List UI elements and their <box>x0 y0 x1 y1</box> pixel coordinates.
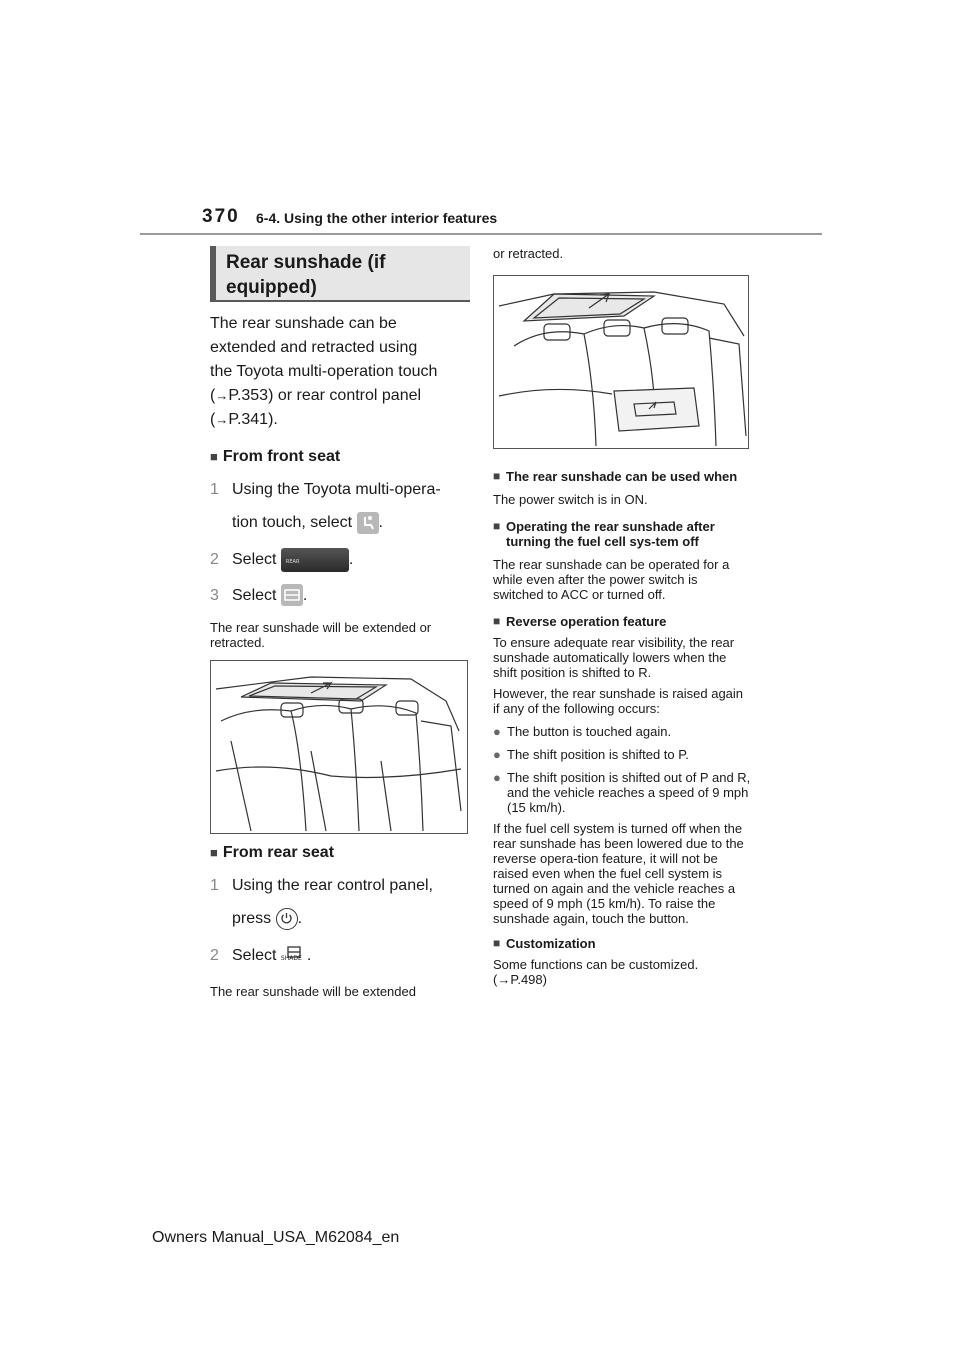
intro-paragraph <box>210 312 470 432</box>
step-text: Using the rear control panel, <box>232 877 433 894</box>
note-text: The rear sunshade will be extended <box>210 984 416 999</box>
bullet-icon: ● <box>493 747 501 762</box>
power-button-icon <box>276 908 298 930</box>
period: . <box>306 947 312 964</box>
seat-climate-icon <box>357 512 379 534</box>
rear-tab-icon: REAR <box>281 548 349 572</box>
xref-arrow-icon: → <box>215 388 229 403</box>
step-item <box>210 584 470 608</box>
page-number: 370 <box>202 206 240 227</box>
step-number: 2 <box>210 551 219 568</box>
period: . <box>348 551 354 568</box>
step-text: Select <box>232 587 277 604</box>
section-heading: Rear sunshade (if equipped) <box>226 252 386 298</box>
xref-arrow-icon: → <box>215 412 229 427</box>
square-bullet-icon: ■ <box>210 845 218 860</box>
step-item <box>210 944 470 970</box>
step-item <box>210 874 470 898</box>
intro-line <box>210 384 470 408</box>
paragraph: The rear sunshade can be operated for a while even after the power switch is switched to ACC or turned off. <box>493 557 730 602</box>
shade-button-icon: SHADE <box>281 944 307 970</box>
footer-text: Owners Manual_USA_M62084_en <box>152 1229 400 1246</box>
bullet-icon: ● <box>493 770 501 785</box>
square-bullet-icon: ■ <box>493 519 501 533</box>
subheading-text: From front seat <box>222 448 341 465</box>
list-item-text: The shift position is shifted to P. <box>507 747 689 762</box>
step-item <box>210 548 470 572</box>
step-continuation <box>210 510 470 536</box>
paragraph: To ensure adequate rear visibility, the rear sunshade automatically lowers when the shift position is shifted to R. <box>493 635 735 680</box>
square-bullet-icon: ■ <box>493 614 501 628</box>
step-text: Select <box>232 947 277 964</box>
intro-line: the Toyota multi-operation touch <box>210 363 438 380</box>
list-item-text: The button is touched again. <box>507 724 672 739</box>
list-item <box>493 770 751 815</box>
bullet-icon: ● <box>493 724 501 739</box>
subheading-after-off <box>493 519 751 549</box>
section-heading-box <box>210 246 470 302</box>
list-item <box>493 747 751 762</box>
note-text: The rear sunshade will be extended or retracted. <box>210 620 432 650</box>
paragraph: The power switch is in ON. <box>493 492 648 507</box>
xref-link[interactable]: P.353) or rear control panel <box>228 387 422 404</box>
subheading-text: From rear seat <box>222 844 335 861</box>
subheading-rear-seat <box>210 842 470 864</box>
intro-line <box>210 408 470 432</box>
step-text: tion touch, select <box>232 514 353 531</box>
subheading-customization <box>493 936 751 951</box>
list-item-text: The shift position is shifted out of P and R, and the vehicle reaches a speed of 9 mph (15 km/h). <box>507 770 751 815</box>
right-column <box>493 246 751 987</box>
xref-link[interactable]: P.341). <box>228 411 278 428</box>
step-continuation <box>210 906 470 932</box>
square-bullet-icon: ■ <box>493 936 501 950</box>
paragraph: However, the rear sunshade is raised again if any of the following occurs: <box>493 686 744 716</box>
period: . <box>378 514 383 531</box>
subheading-text: Customization <box>506 936 596 951</box>
step-number: 1 <box>210 481 219 498</box>
xref-arrow-icon: → <box>497 972 511 987</box>
xref-line <box>493 972 751 987</box>
xref-link[interactable]: P.498) <box>510 972 547 987</box>
subheading-reverse-operation <box>493 614 751 629</box>
subheading-usable-when <box>493 469 751 484</box>
list-item <box>493 724 751 739</box>
step-number: 1 <box>210 877 219 894</box>
intro-line: The rear sunshade can be <box>210 315 397 332</box>
paragraph: Some functions can be customized. <box>493 957 699 972</box>
subheading-text: The rear sunshade can be used when <box>506 469 738 484</box>
step-text: Select <box>232 551 277 568</box>
period: . <box>297 910 303 927</box>
step-number: 3 <box>210 587 219 604</box>
sunshade-icon <box>281 584 303 606</box>
sunshade-illustration-rear <box>493 275 749 449</box>
paragraph: If the fuel cell system is turned off when the rear sunshade has been lowered due to the reverse opera-tion feature, it will not be raised even when the fuel cell system is turned on again and the vehicle reaches a speed of 9 mph (15 km/h). To raise the sunshade again, touch the button. <box>493 821 744 926</box>
subheading-text: Operating the rear sunshade after turning the fuel cell sys-tem off <box>506 519 715 549</box>
square-bullet-icon: ■ <box>210 449 218 464</box>
period: . <box>302 587 308 604</box>
section-title: 6-4. Using the other interior features <box>256 210 498 226</box>
note-continuation: or retracted. <box>493 246 564 261</box>
step-number: 2 <box>210 947 219 964</box>
square-bullet-icon: ■ <box>493 469 501 483</box>
step-text: press <box>232 910 272 927</box>
paren: ( <box>493 972 498 987</box>
paren: ( <box>210 411 216 428</box>
left-column <box>210 246 470 999</box>
sunshade-illustration-front <box>210 660 468 834</box>
subheading-text: Reverse operation feature <box>506 614 667 629</box>
step-item <box>210 478 470 502</box>
intro-line: extended and retracted using <box>210 339 418 356</box>
paren: ( <box>210 387 216 404</box>
subheading-front-seat <box>210 446 470 468</box>
header-divider <box>140 233 822 235</box>
step-text: Using the Toyota multi-opera- <box>232 481 441 498</box>
